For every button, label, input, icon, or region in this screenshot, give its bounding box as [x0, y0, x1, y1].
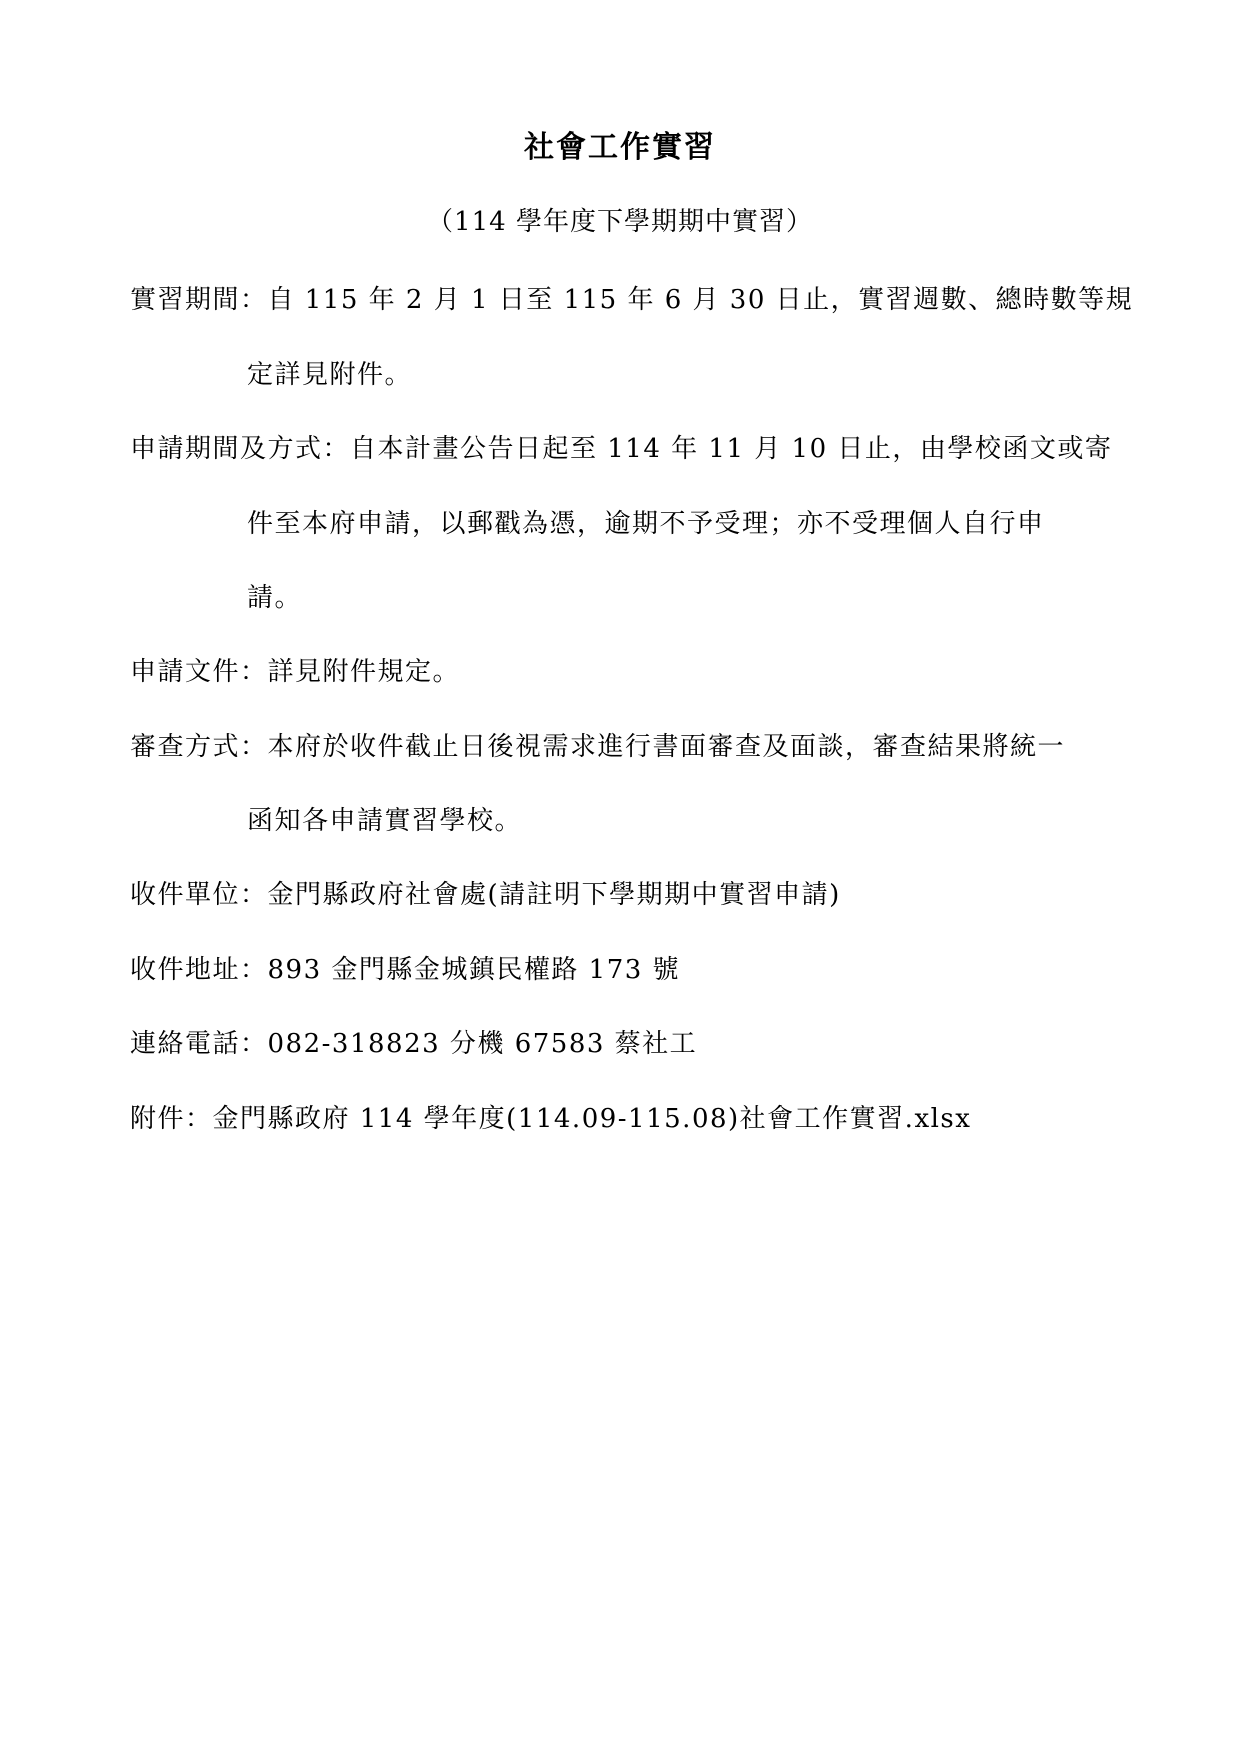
receiving-address-line: 收件地址：893 金門縣金城鎮民權路 173 號 — [130, 955, 681, 985]
attachment-line: 附件：金門縣政府 114 學年度(114.09-115.08)社會工作實習.xlsx — [130, 1104, 972, 1134]
document-subtitle: （114 學年度下學期期中實習） — [427, 207, 813, 237]
application-period-continuation-2: 請。 — [247, 583, 303, 613]
application-period-line: 申請期間及方式：自本計畫公告日起至 114 年 11 月 10 日止，由學校函文或寄 — [130, 434, 1113, 464]
receiving-unit-line: 收件單位：金門縣政府社會處(請註明下學期期中實習申請) — [130, 880, 841, 910]
document-title: 社會工作實習 — [524, 130, 716, 165]
application-period-continuation-1: 件至本府申請，以郵戳為憑，逾期不予受理；亦不受理個人自行申 — [247, 509, 1045, 539]
review-method-continuation: 函知各申請實習學校。 — [247, 806, 523, 836]
internship-period-line: 實習期間：自 115 年 2 月 1 日至 115 年 6 月 30 日止，實習週數、總時數等規 — [130, 285, 1134, 315]
contact-phone-line: 連絡電話：082-318823 分機 67583 蔡社工 — [130, 1029, 698, 1059]
review-method-line: 審查方式：本府於收件截止日後視需求進行書面審查及面談，審查結果將統一 — [130, 732, 1066, 762]
internship-period-continuation: 定詳見附件。 — [247, 360, 413, 390]
application-documents-line: 申請文件：詳見附件規定。 — [130, 657, 461, 687]
